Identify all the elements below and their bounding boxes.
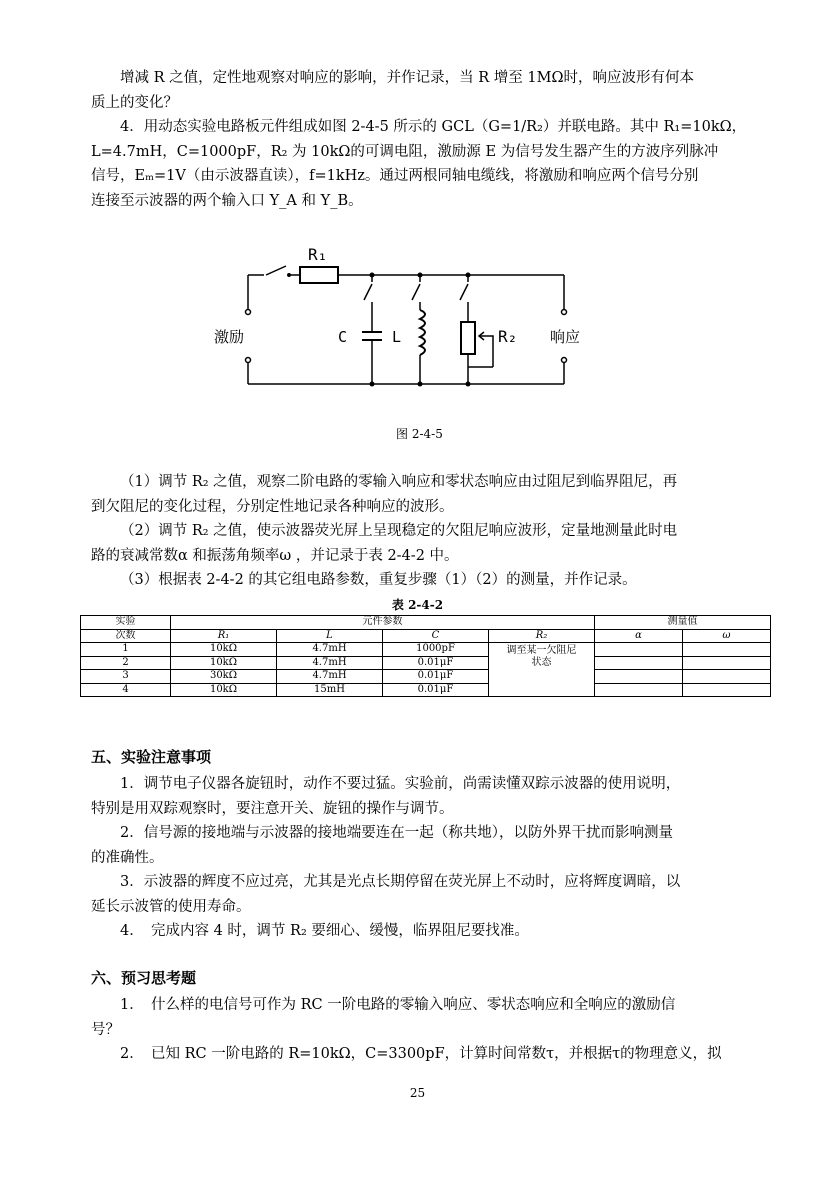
table-subheader-row: 次数 R₁ L C R₂ α ω bbox=[81, 629, 771, 643]
paragraph-r-influence: 增减 R 之值，定性地观察对响应的影响，并作记录，当 R 增至 1MΩ时，响应波形有何本 质上的变化？ bbox=[91, 70, 694, 111]
junction-dot bbox=[466, 382, 471, 387]
figure-caption: 图 2-4-5 bbox=[396, 427, 443, 441]
step-2: （2）调节 R₂ 之值，使示波器荧光屏上呈现稳定的欠阻尼响应波形，定量地测量此时电 路的衰减常数α 和振荡角频率ω ，并记录于表 2-4-2 中。 bbox=[91, 523, 678, 564]
table-row: 3 30kΩ 4.7mH 0.01μF bbox=[81, 670, 771, 684]
table-header-row bbox=[81, 616, 771, 630]
header-experiment: 实验 bbox=[81, 616, 171, 630]
question-1: 1． 什么样的电信号可作为 RC 一阶电路的零输入响应、零状态响应和全响应的激励信 号？ bbox=[91, 997, 676, 1038]
label-l: L bbox=[392, 328, 402, 346]
page-number: 25 bbox=[409, 1086, 426, 1100]
label-excitation: 激励 bbox=[214, 328, 245, 346]
question-2: 2． 已知 RC 一阶电路的 R=10kΩ，C=3300pF，计算时间常数τ，并根据τ的物理意义，拟 bbox=[120, 1046, 722, 1062]
label-r1: R₁ bbox=[308, 245, 328, 264]
step-3: （3）根据表 2-4-2 的其它组电路参数，重复步骤（1）（2）的测量，并作记录。 bbox=[120, 572, 637, 588]
section-5-title: 五、实验注意事项 bbox=[91, 748, 212, 766]
label-c: C bbox=[338, 328, 348, 346]
junction-dot bbox=[418, 273, 423, 278]
table-row: 4 10kΩ 15mH 0.01μF bbox=[81, 683, 771, 697]
label-response: 响应 bbox=[550, 328, 581, 346]
junction-dot bbox=[370, 382, 375, 387]
circuit-diagram bbox=[200, 232, 620, 412]
paragraph-gcl-circuit: 4．用动态实验电路板元件组成如图 2-4-5 所示的 GCL（G=1/R₂）并联电路。其中 R₁=10kΩ， L=4.7mH，C=1000pF，R₂ 为 10kΩ的可调电阻，激励源 E 为信号发生器产生的方波序列脉冲 信号，Eₘ=1V（由示波器直读），f=1kHz。通过两根同轴电缆线，将激励和响应两个信号分别 连接至示波器的两个输入口 Y_A 和 Y_B。 bbox=[91, 119, 747, 209]
junction-dot bbox=[370, 273, 375, 278]
table-title: 表 2-4-2 bbox=[391, 598, 444, 612]
note-4: 4． 完成内容 4 时，调节 R₂ 要细心、缓慢，临界阻尼要找准。 bbox=[120, 923, 529, 939]
section-6-title: 六、预习思考题 bbox=[91, 969, 197, 987]
header-measured: 测量值 bbox=[595, 616, 771, 630]
label-r2: R₂ bbox=[498, 327, 518, 346]
junction-dot bbox=[418, 382, 423, 387]
note-1: 1．调节电子仪器各旋钮时，动作不要过猛。实验前，尚需读懂双踪示波器的使用说明， 特别是用双踪观察时，要注意开关、旋钮的操作与调节。 bbox=[91, 776, 681, 817]
step-1: （1）调节 R₂ 之值，观察二阶电路的零输入响应和零状态响应由过阻尼到临界阻尼，再 到欠阻尼的变化过程，分别定性地记录各种响应的波形。 bbox=[91, 474, 678, 515]
junction-dot bbox=[466, 273, 471, 278]
note-3: 3．示波器的辉度不应过亮，尤其是光点长期停留在荧光屏上不动时，应将辉度调暗，以 延长示波管的使用寿命。 bbox=[91, 874, 681, 915]
table-row: 2 10kΩ 4.7mH 0.01μF bbox=[81, 656, 771, 670]
table-row: 1 10kΩ 4.7mH 1000pF 调至某一欠阻尼 状态 bbox=[81, 643, 771, 657]
note-2: 2．信号源的接地端与示波器的接地端要连在一起（称共地），以防外界干扰而影响测量 的准确性。 bbox=[91, 825, 673, 866]
parameter-table bbox=[80, 615, 771, 697]
header-params: 元件参数 bbox=[171, 616, 595, 630]
r2-note: 调至某一欠阻尼 状态 bbox=[489, 643, 595, 697]
